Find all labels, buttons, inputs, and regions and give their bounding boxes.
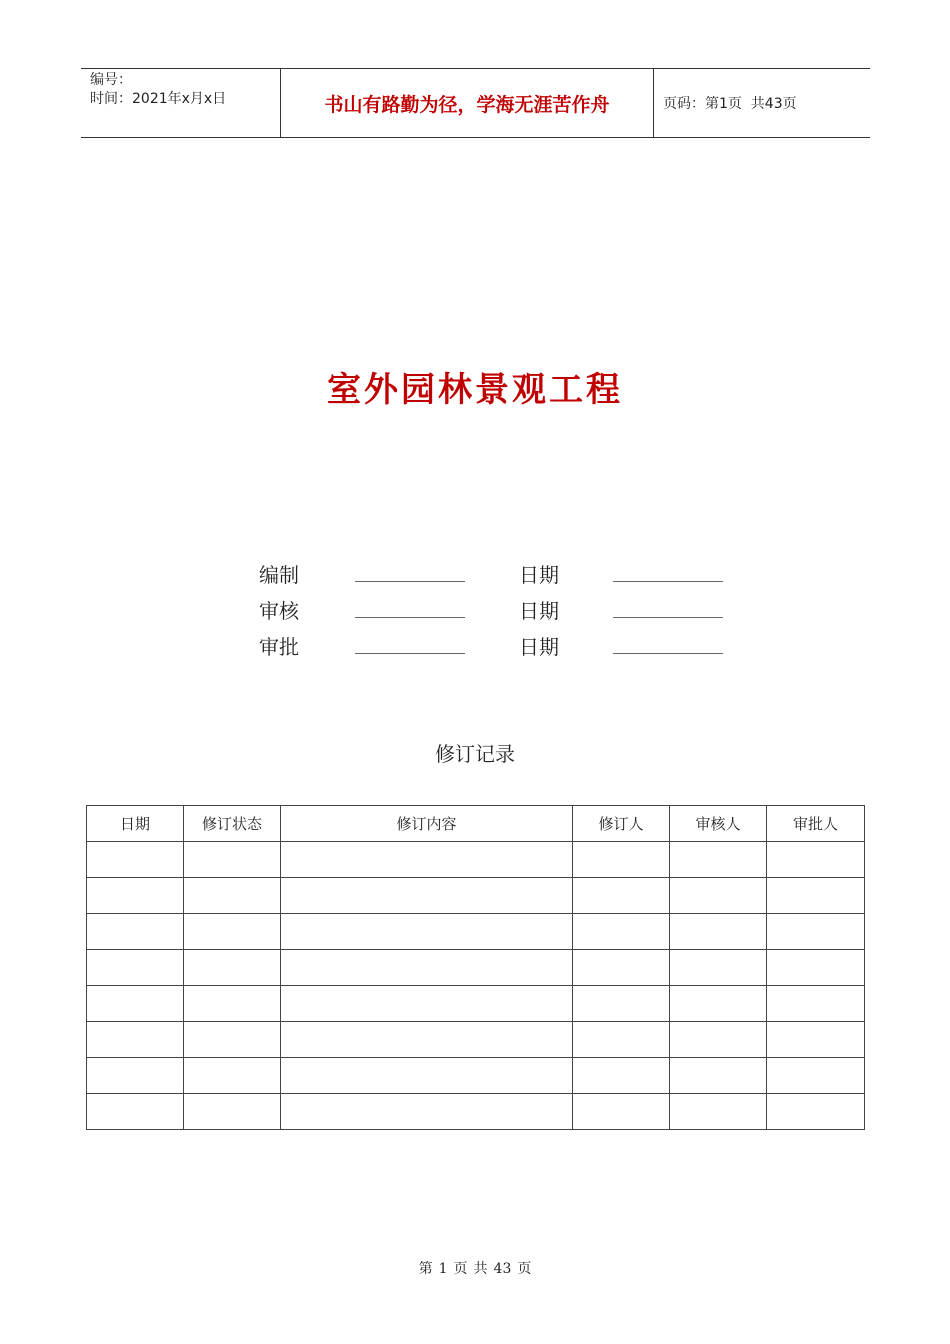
table-cell[interactable]: [767, 1058, 865, 1094]
table-cell[interactable]: [281, 986, 573, 1022]
table-cell[interactable]: [281, 1022, 573, 1058]
signature-blank[interactable]: [355, 631, 465, 654]
table-cell[interactable]: [767, 914, 865, 950]
table-cell[interactable]: [573, 914, 670, 950]
table-cell[interactable]: [87, 1022, 184, 1058]
table-row: [87, 842, 865, 878]
col-reviser: 修订人: [573, 806, 670, 842]
table-cell[interactable]: [184, 842, 281, 878]
table-cell[interactable]: [184, 878, 281, 914]
table-cell[interactable]: [87, 842, 184, 878]
footer-text: 页: [453, 1261, 468, 1277]
col-reviewer: 审核人: [670, 806, 767, 842]
date-blank[interactable]: [613, 595, 723, 618]
date-label: 日期: [519, 599, 559, 623]
table-cell[interactable]: [670, 1058, 767, 1094]
table-cell[interactable]: [573, 950, 670, 986]
revision-heading: 修订记录: [435, 742, 515, 766]
page-header: [81, 68, 870, 138]
table-cell[interactable]: [670, 878, 767, 914]
col-approver: 审批人: [767, 806, 865, 842]
signature-role: 审批: [259, 635, 299, 659]
table-cell[interactable]: [184, 1022, 281, 1058]
table-cell[interactable]: [281, 1094, 573, 1130]
revision-header-row: [87, 806, 865, 842]
footer-total-pages: 43: [493, 1261, 512, 1277]
table-cell[interactable]: [87, 986, 184, 1022]
col-status: 修订状态: [184, 806, 281, 842]
footer-text: 共: [473, 1261, 488, 1277]
table-row: [87, 1058, 865, 1094]
header-motto: 书山有路勤为径，学海无涯苦作舟: [281, 69, 654, 137]
table-cell[interactable]: [281, 1058, 573, 1094]
table-cell[interactable]: [281, 950, 573, 986]
footer-text: 页: [517, 1261, 532, 1277]
document-number: 编号：: [90, 72, 132, 88]
table-cell[interactable]: [670, 986, 767, 1022]
table-cell[interactable]: [184, 1094, 281, 1130]
table-cell[interactable]: [573, 1022, 670, 1058]
header-page-code: 页码：第1页 共43页: [663, 96, 797, 112]
table-cell[interactable]: [573, 1094, 670, 1130]
table-cell[interactable]: [184, 1058, 281, 1094]
table-cell[interactable]: [670, 1022, 767, 1058]
signature-role: 编制: [259, 563, 299, 587]
header-meta: [81, 69, 281, 137]
table-cell[interactable]: [87, 878, 184, 914]
table-cell[interactable]: [573, 986, 670, 1022]
table-cell[interactable]: [87, 1058, 184, 1094]
footer-current-page: 1: [438, 1261, 448, 1277]
table-cell[interactable]: [184, 914, 281, 950]
signature-blank[interactable]: [355, 595, 465, 618]
table-cell[interactable]: [767, 986, 865, 1022]
table-cell[interactable]: [87, 1094, 184, 1130]
table-cell[interactable]: [87, 914, 184, 950]
table-cell[interactable]: [670, 842, 767, 878]
page-footer: [0, 1258, 950, 1278]
document-title: 室外园林景观工程: [327, 370, 623, 410]
table-row: [87, 1022, 865, 1058]
revision-table: [86, 805, 865, 1130]
date-label: 日期: [519, 635, 559, 659]
date-blank[interactable]: [613, 631, 723, 654]
table-cell[interactable]: [184, 986, 281, 1022]
table-cell[interactable]: [767, 842, 865, 878]
table-row: [87, 878, 865, 914]
table-cell[interactable]: [670, 914, 767, 950]
signature-row-compile: [259, 559, 739, 589]
signature-blank[interactable]: [355, 559, 465, 582]
table-cell[interactable]: [767, 950, 865, 986]
table-cell[interactable]: [281, 914, 573, 950]
footer-text: 第: [418, 1261, 433, 1277]
table-cell[interactable]: [670, 1094, 767, 1130]
date-blank[interactable]: [613, 559, 723, 582]
table-cell[interactable]: [184, 950, 281, 986]
table-row: [87, 1094, 865, 1130]
table-cell[interactable]: [281, 878, 573, 914]
table-cell[interactable]: [87, 950, 184, 986]
table-cell[interactable]: [281, 842, 573, 878]
col-date: 日期: [87, 806, 184, 842]
col-content: 修订内容: [281, 806, 573, 842]
table-row: [87, 950, 865, 986]
document-time: 时间：2021年x月x日: [90, 91, 227, 107]
signature-role: 审核: [259, 599, 299, 623]
table-row: [87, 914, 865, 950]
signature-row-approve: [259, 631, 739, 661]
table-cell[interactable]: [767, 1094, 865, 1130]
table-cell[interactable]: [573, 878, 670, 914]
signature-row-review: [259, 595, 739, 625]
table-cell[interactable]: [573, 842, 670, 878]
date-label: 日期: [519, 563, 559, 587]
table-row: [87, 986, 865, 1022]
table-cell[interactable]: [767, 878, 865, 914]
table-cell[interactable]: [670, 950, 767, 986]
table-cell[interactable]: [767, 1022, 865, 1058]
table-cell[interactable]: [573, 1058, 670, 1094]
